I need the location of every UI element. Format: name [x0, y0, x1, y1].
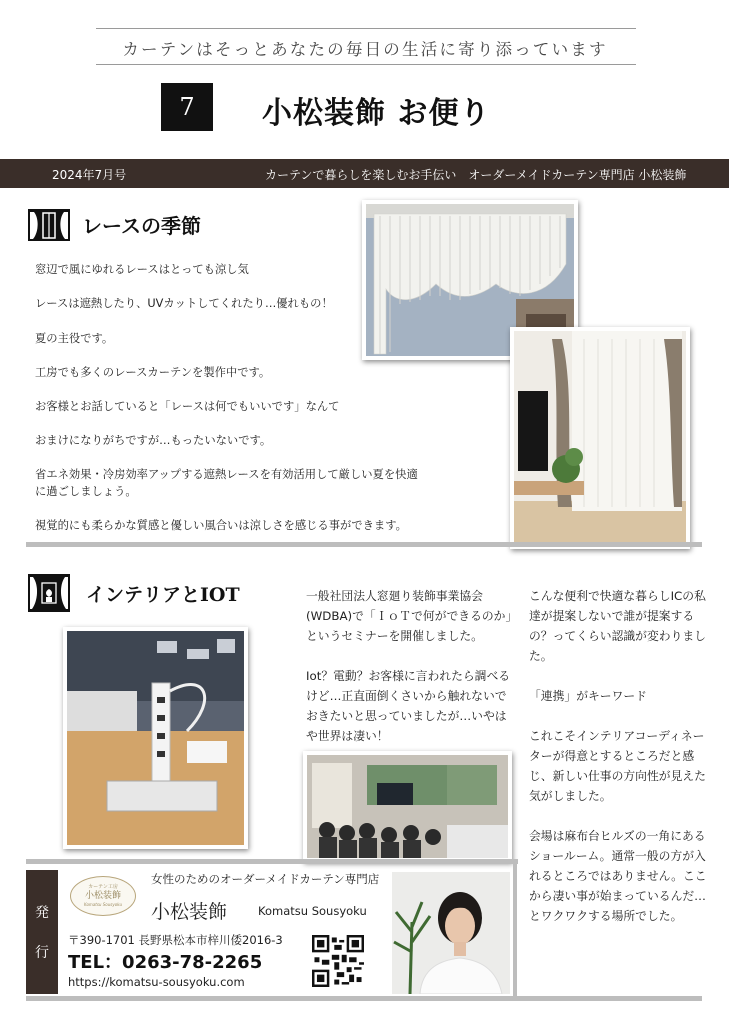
logo-name: 小松装飾	[84, 891, 121, 901]
footer-bottom-rule	[26, 996, 702, 1001]
iot-paragraph: こんな便利で快適な暮らしICの私達が提案しないで誰が提案するの？ってくらい認識が変わりました。	[529, 589, 706, 663]
issue-number: 7	[161, 83, 213, 131]
living-room-photo	[510, 327, 690, 549]
top-rule	[96, 28, 636, 29]
qr-code[interactable]	[312, 935, 364, 987]
company-romaji: Komatsu Sousyoku	[258, 904, 367, 918]
band-tagline: カーテンで暮らしを楽しむお手伝い オーダーメイドカーテン専門店 小松装飾	[265, 168, 687, 182]
lace-paragraph: 視覚的にも柔らかな質感と優しい風合いは涼しさを感じる事ができます。	[35, 519, 407, 532]
company-logo	[70, 876, 136, 916]
company-name: 小松装飾	[151, 901, 228, 923]
lace-paragraph: 工房でも多くのレースカーテンを製作中です。	[35, 366, 271, 379]
publisher-label-char: 行	[35, 945, 49, 961]
power-strip-photo	[63, 627, 248, 849]
iot-paragraph: 「連携」がキーワード	[529, 689, 647, 703]
owner-portrait-photo	[392, 872, 510, 994]
iot-paragraph: これこそインテリアコーディネーターが得意とするところだと感じ、新しい仕事の方向性が見えた気がしました。	[529, 729, 706, 803]
newsletter-title: 小松装飾 お便り	[262, 96, 491, 131]
iot-paragraph: Iot？電動？お客様に言われたら調べるけど…正直面倒くさいから触れないでおきたいと思っていましたが…いやはや世界は凄い！	[306, 669, 511, 743]
company-address: 〒390-1701 長野県松本市梓川倭2016-3	[68, 933, 283, 947]
publisher-label	[26, 870, 58, 994]
lace-paragraph: レースは遮熱したり、UVカットしてくれたり…優れもの！	[35, 297, 333, 310]
iot-column-1	[306, 586, 514, 766]
iot-paragraph: 会場は麻布台ヒルズの一角にあるショールーム。通常一般の方が入れるところではありません。ここから凄い事が始まっているんだ…とワクワクする場所でした。	[529, 829, 707, 923]
issue-date: 2024年7月号	[52, 168, 127, 182]
lace-paragraph: 夏の主役です。	[35, 332, 114, 345]
curtain-window-icon	[27, 208, 71, 242]
logo-small-text: カーテン工房	[88, 884, 118, 890]
seminar-photo	[303, 751, 512, 862]
interior-plant-icon	[27, 573, 71, 613]
section-heading-iot: インテリアとIOT	[86, 584, 240, 606]
logo-script: Komatsu Sousyoku	[83, 902, 122, 907]
tagline: カーテンはそっとあなたの毎日の生活に寄り添っています	[122, 40, 608, 59]
section-divider	[26, 542, 702, 547]
footer-top-rule	[26, 859, 518, 864]
iot-paragraph: 一般社団法人窓廻り装飾事業協会(WDBA)で「ＩｏＴで何ができるのか」というセミナーを開催しました。	[306, 589, 512, 643]
lace-paragraph: 省エネ効果・冷房効率アップする遮熱レースを有効活用して厳しい夏を快適	[35, 468, 418, 481]
phone-number[interactable]: TEL：0263-78-2265	[68, 952, 263, 973]
lace-paragraph: おまけになりがちですが…もったいないです。	[35, 434, 272, 447]
tagline-rule	[96, 64, 636, 65]
lace-paragraph: お客様とお話していると「レースは何でもいいです」なんて	[35, 400, 340, 413]
lace-paragraph: 窓辺で風にゆれるレースはとっても涼し気	[35, 263, 249, 276]
footer-right-rule	[513, 859, 517, 1001]
section-heading-lace: レースの季節	[82, 214, 201, 238]
publisher-label-char: 発	[35, 905, 49, 921]
footer-subtitle: 女性のためのオーダーメイドカーテン専門店	[151, 872, 380, 886]
website-link[interactable]: https://komatsu-sousyoku.com	[68, 975, 245, 989]
iot-column-2	[529, 586, 707, 946]
lace-paragraph: に過ごしましょう。	[35, 485, 137, 498]
